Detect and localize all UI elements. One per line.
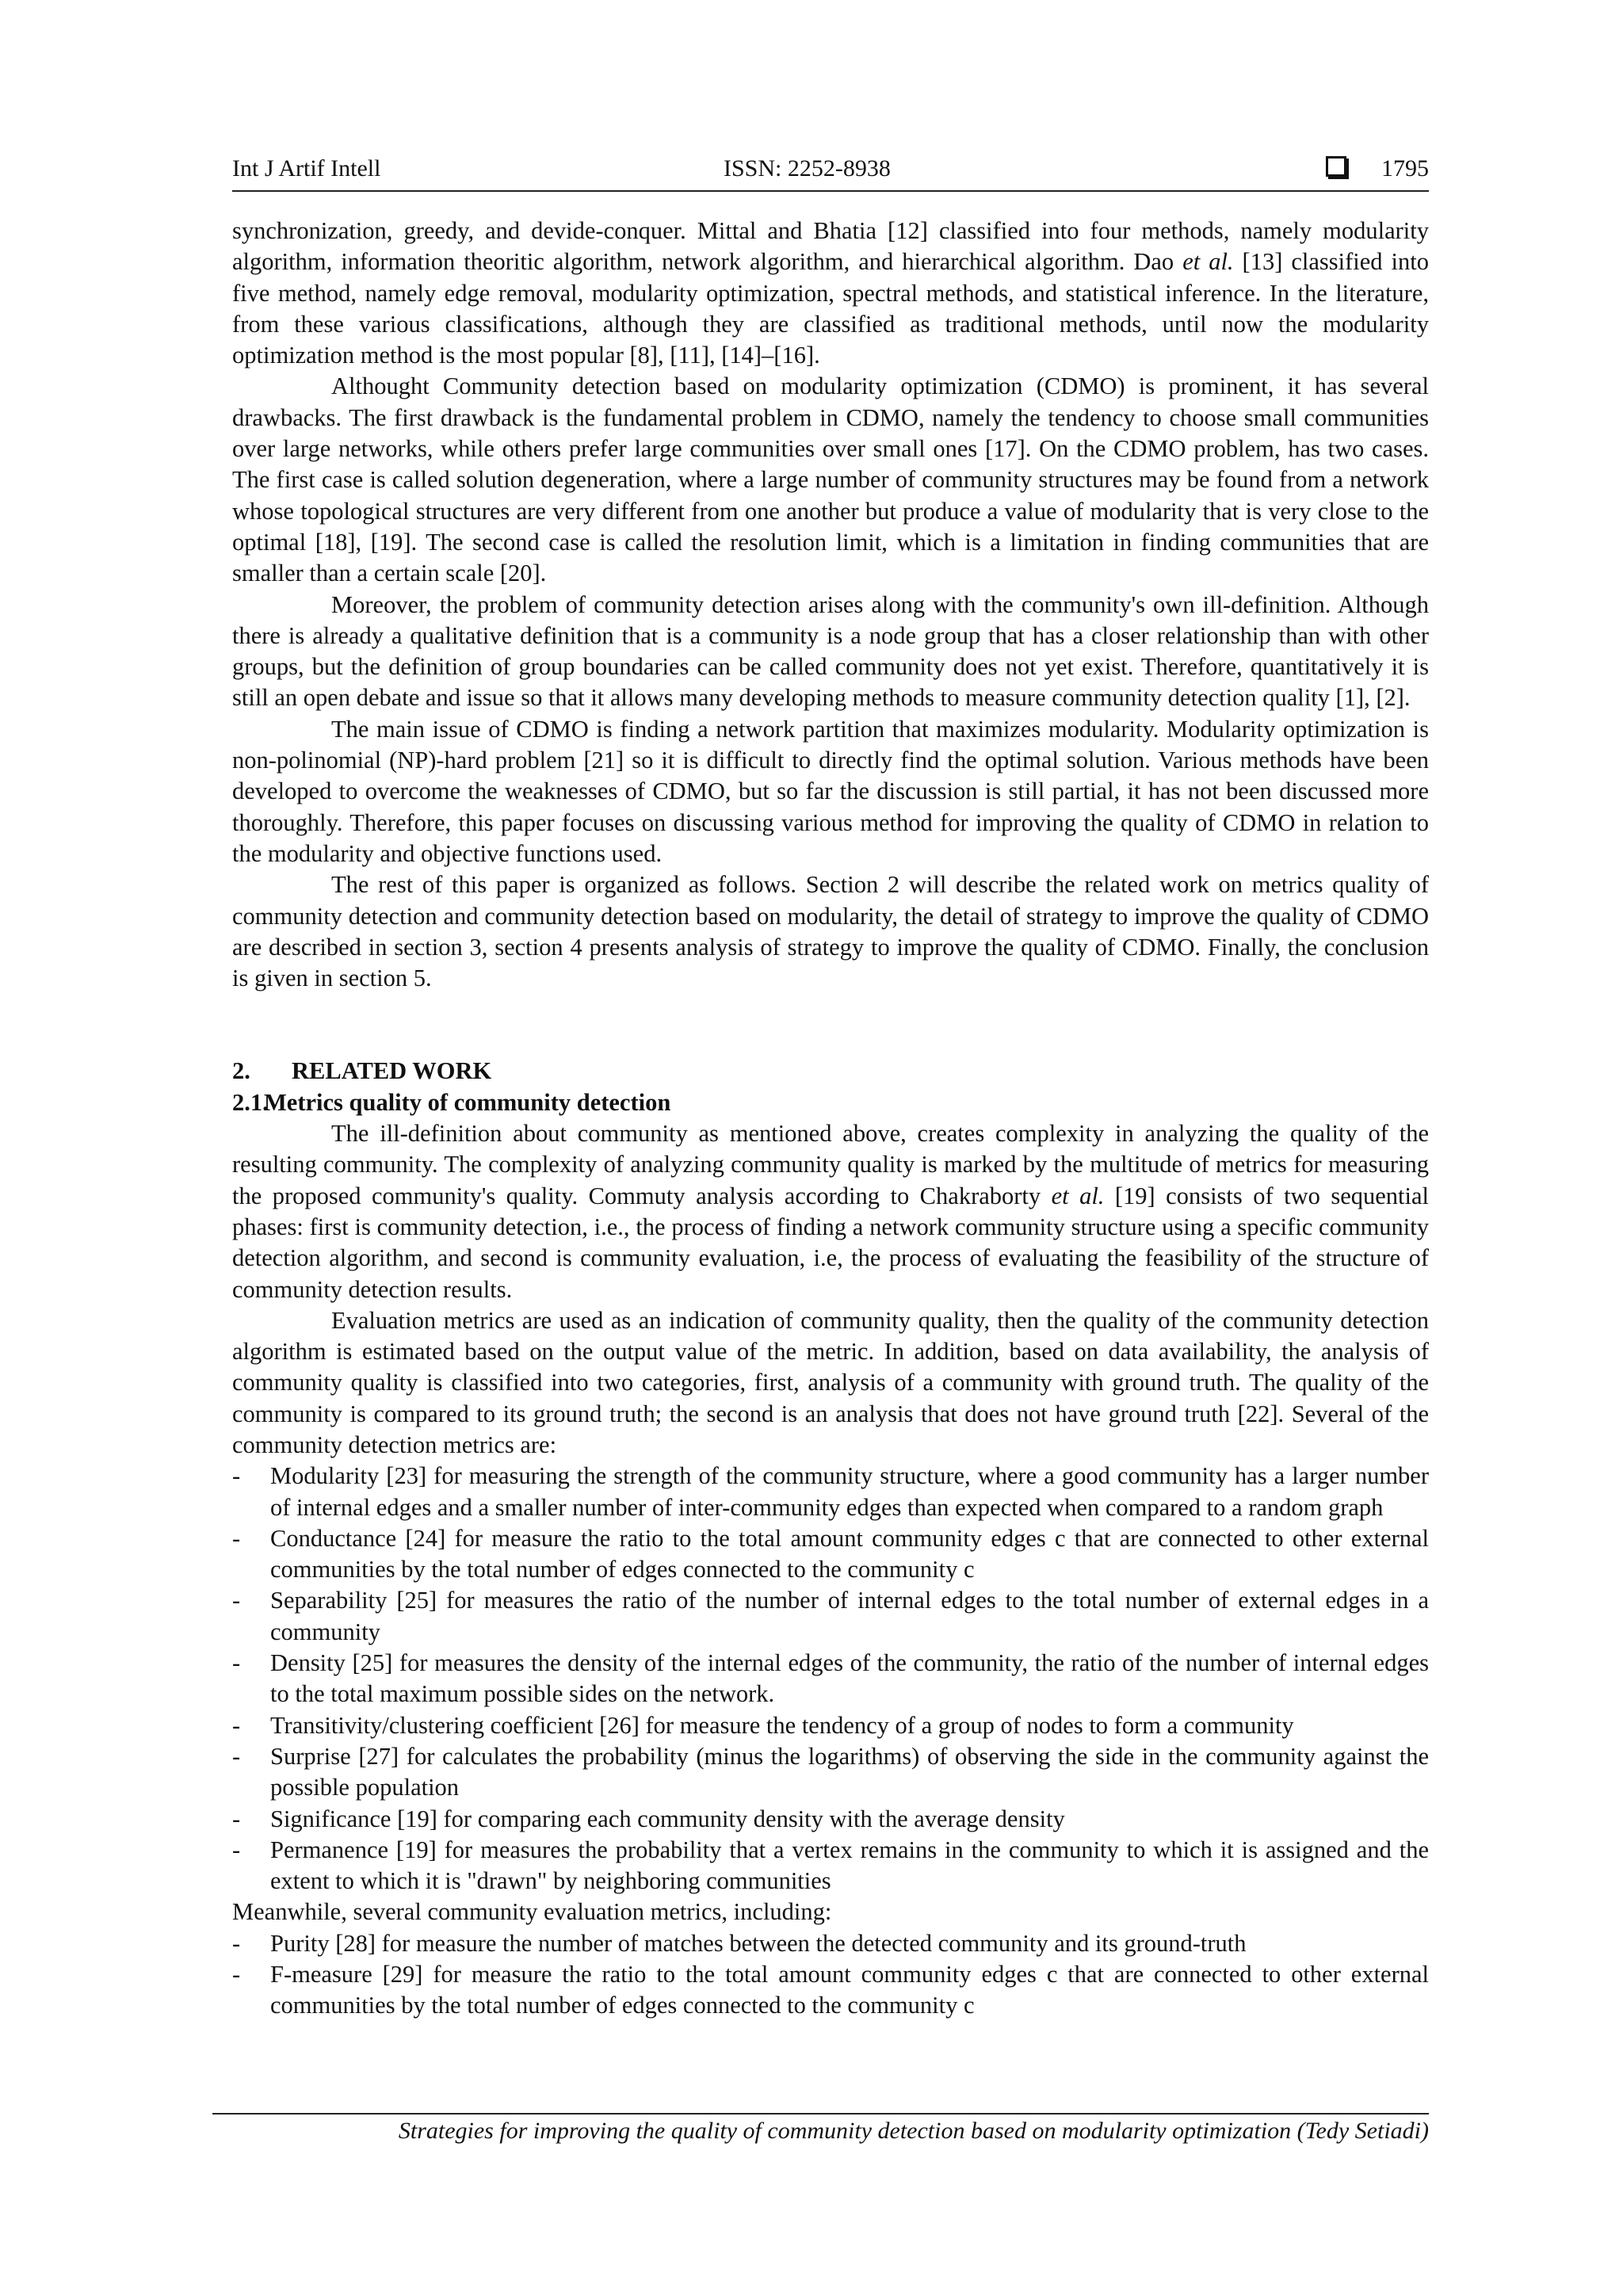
page-number-group <box>1326 155 1429 182</box>
paragraph: The main issue of CDMO is finding a network partition that maximizes modularity. Modularity optimization is non-polinomial (NP)-hard problem [21] so it is difficult to directly find the optimal solution. Various methods have been developed to overcome the weaknesses of CDMO, but so far the discussion is still partial, it has not been discussed more thoroughly. Therefore, this paper focuses on discussing various method for improving the quality of CDMO in relation to the modularity and objective functions used. <box>232 715 1429 867</box>
list-item: - Separability [25] for measures the ratio of the number of internal edges to the total number of external edges in a community <box>232 1587 1429 1645</box>
paragraph: Meanwhile, several community evaluation metrics, including: <box>232 1898 832 1926</box>
list-item: - Permanence [19] for measures the probability that a vertex remains in the community to which it is assigned and the extent to which it is "drawn" by neighboring communities <box>232 1836 1429 1895</box>
paragraph: The ill-definition about community as mentioned above, creates complexity in analyzing the quality of the resulting community. The complexity of analyzing community quality is marked by the multitude of metrics for measuring the proposed community's quality. Commuty analysis according to Chakraborty et al. [19] consists of two sequential phases: first is community detection, i.e., the process of finding a network community structure using a specific community detection algorithm, and second is community evaluation, i.e, the process of evaluating the feasibility of the structure of community detection results. <box>232 1120 1429 1303</box>
evaluation-metrics-list <box>232 1928 1429 2022</box>
page-number: 1795 <box>1381 155 1429 181</box>
list-item: - Significance [19] for comparing each community density with the average density <box>232 1805 1065 1832</box>
list-item: - Conductance [24] for measure the ratio to the total amount community edges c that are connected to other external communities by the total number of edges connected to the community c <box>232 1524 1429 1584</box>
section-number: 2. <box>232 1057 250 1085</box>
journal-name: Int J Artif Intell <box>232 155 381 181</box>
square-bullet-icon <box>1326 156 1346 177</box>
subsection-title: Metrics quality of community detection <box>264 1088 671 1116</box>
list-item: - F-measure [29] for measure the ratio to the total amount community edges c that are connected to other external communities by the total number of edges connected to the community c <box>232 1961 1429 2019</box>
subsection-number: 2.1. <box>232 1088 269 1116</box>
paragraph: synchronization, greedy, and devide-conquer. Mittal and Bhatia [12] classified into four methods, namely modularity algorithm, information theoritic algorithm, network algorithm, and hierarchical algorithm. Dao et al. [13] classified into five method, namely edge removal, modularity optimization, spectral methods, and statistical inference. In the literature, from these various classifications, although they are classified as traditional methods, until now the modularity optimization method is the most popular [8], [11], [14]–[16]. <box>232 217 1429 369</box>
section-title: RELATED WORK <box>292 1057 492 1085</box>
running-footer: Strategies for improving the quality of community detection based on modularity optimization (Tedy Setiadi) <box>212 2113 1429 2145</box>
running-header <box>232 155 1429 192</box>
main-text <box>232 216 1429 2022</box>
list-item: - Surprise [27] for calculates the probability (minus the logarithms) of observing the side in the community against the possible population <box>232 1742 1429 1801</box>
list-item: - Transitivity/clustering coefficient [26] for measure the tendency of a group of nodes to form a community <box>232 1711 1294 1739</box>
paragraph: Althought Community detection based on modularity optimization (CDMO) is prominent, it has several drawbacks. The first drawback is the fundamental problem in CDMO, namely the tendency to choose small communities over large networks, while others prefer large communities over small ones [17]. On the CDMO problem, has two cases. The first case is called solution degeneration, where a large number of community structures may be found from a network whose topological structures are very different from one another but produce a value of modularity that is very close to the optimal [18], [19]. The second case is called the resolution limit, which is a limitation in finding communities that are smaller than a certain scale [20]. <box>232 372 1429 587</box>
subsection-heading <box>232 1087 1429 1118</box>
paragraph: The rest of this paper is organized as follows. Section 2 will describe the related work on metrics quality of community detection and community detection based on modularity, the detail of strategy to improve the quality of CDMO are described in section 3, section 4 presents analysis of strategy to improve the quality of CDMO. Finally, the conclusion is given in section 5. <box>232 871 1429 992</box>
list-item: - Modularity [23] for measuring the strength of the community structure, where a good community has a larger number of internal edges and a smaller number of inter-community edges than expected when compared to a random graph <box>232 1462 1429 1521</box>
detection-metrics-list <box>232 1461 1429 1897</box>
section-heading <box>232 1056 1429 1087</box>
paragraph: Evaluation metrics are used as an indication of community quality, then the quality of the community detection algorithm is estimated based on the output value of the metric. In addition, based on data availability, the analysis of community quality is classified into two categories, first, analysis of a community with ground truth. The quality of the community is compared to its ground truth; the second is an analysis that does not have ground truth [22]. Several of the community detection metrics are: <box>232 1306 1429 1458</box>
issn: ISSN: 2252-8938 <box>724 155 891 181</box>
list-item: - Density [25] for measures the density of the internal edges of the community, the ratio of the number of internal edges to the total maximum possible sides on the network. <box>232 1649 1429 1708</box>
list-item: - Purity [28] for measure the number of matches between the detected community and its ground-truth <box>232 1929 1247 1957</box>
paragraph: Moreover, the problem of community detection arises along with the community's own ill-definition. Although there is already a qualitative definition that is a community is a node group that has a closer relationship than with other groups, but the definition of group boundaries can be called community does not yet exist. Therefore, quantitatively it is still an open debate and issue so that it allows many developing methods to measure community detection quality [1], [2]. <box>232 590 1429 712</box>
